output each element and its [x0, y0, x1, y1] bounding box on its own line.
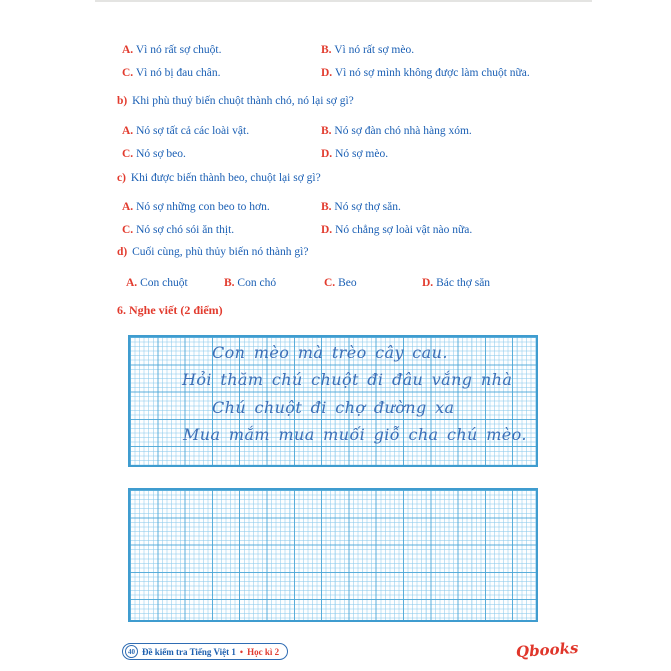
option-label: A. — [122, 201, 134, 213]
question-d — [117, 246, 308, 260]
option-label: C. — [122, 148, 134, 160]
option-text: Nó sợ beo. — [136, 148, 186, 160]
option-qd-b — [224, 277, 276, 291]
option-label: C. — [324, 277, 336, 289]
option-text: Beo — [338, 277, 357, 289]
option-qd-d — [422, 277, 490, 291]
option-qa-c — [122, 67, 221, 81]
option-text: Nó chẳng sợ loài vật nào nữa. — [335, 224, 473, 236]
option-text: Nó sợ những con beo to hơn. — [136, 201, 270, 213]
question-b — [117, 95, 354, 109]
option-qd-c — [324, 277, 357, 291]
option-label: C. — [122, 224, 134, 236]
option-qb-a — [122, 125, 249, 139]
option-label: B. — [321, 125, 332, 137]
option-text: Con chuột — [140, 277, 188, 289]
section-6-title: 6. Nghe viết (2 điểm) — [117, 303, 223, 317]
option-text: Vì nó bị đau chân. — [135, 67, 221, 79]
page-number: 40 — [125, 645, 138, 658]
option-text: Nó sợ tất cả các loài vật. — [136, 125, 250, 137]
option-text: Vì nó sợ mình không được làm chuột nữa. — [334, 67, 530, 79]
question-text: Cuối cùng, phù thủy biến nó thành gì? — [132, 246, 309, 258]
question-label: d) — [117, 246, 128, 258]
option-text: Nó sợ đàn chó nhà hàng xóm. — [334, 125, 472, 137]
question-text: Khi phù thuỷ biến chuột thành chó, nó lại sợ gì? — [132, 95, 354, 107]
question-label: b) — [117, 95, 128, 107]
option-qb-b — [321, 125, 472, 139]
dictation-line: Chú chuột đi chợ đường xa — [212, 398, 455, 417]
option-qc-c — [122, 224, 234, 238]
option-text: Vì nó rất sợ chuột. — [135, 44, 222, 56]
option-label: D. — [321, 148, 333, 160]
option-label: B. — [321, 201, 332, 213]
option-label: A. — [122, 125, 134, 137]
option-label: A. — [126, 277, 138, 289]
dictation-line: Mua mắm mua muối giỗ cha chú mèo. — [183, 425, 527, 444]
option-label: B. — [224, 277, 235, 289]
option-label: D. — [321, 224, 333, 236]
option-text: Nó sợ mèo. — [335, 148, 389, 160]
option-label: B. — [321, 44, 332, 56]
option-text: Con chó — [237, 277, 277, 289]
option-qd-a — [126, 277, 188, 291]
publisher-logo: Qbooks — [515, 638, 579, 662]
dictation-line: Con mèo mà trèo cây cau. — [212, 343, 448, 362]
option-text: Nó sợ chó sói ăn thịt. — [136, 224, 235, 236]
option-qa-d — [321, 67, 530, 81]
page-top-edge-line — [95, 0, 592, 2]
option-label: A. — [122, 44, 134, 56]
option-text: Nó sợ thợ săn. — [334, 201, 401, 213]
option-label: D. — [321, 67, 333, 79]
option-text: Bác thợ săn — [436, 277, 491, 289]
footer-book-title: Đề kiểm tra Tiếng Việt 1 — [142, 646, 236, 657]
option-label: D. — [422, 277, 434, 289]
question-c — [117, 172, 321, 186]
option-text: Vì nó rất sợ mèo. — [334, 44, 415, 56]
option-qb-c — [122, 148, 186, 162]
option-qc-b — [321, 201, 401, 215]
question-text: Khi được biến thành beo, chuột lại sợ gì? — [130, 172, 321, 184]
option-qa-a — [122, 44, 221, 58]
option-label: C. — [122, 67, 134, 79]
dictation-grid-written — [128, 335, 538, 467]
footer-badge — [122, 643, 288, 660]
option-qc-a — [122, 201, 270, 215]
question-label: c) — [117, 172, 126, 184]
option-qa-b — [321, 44, 414, 58]
option-qb-d — [321, 148, 388, 162]
option-qc-d — [321, 224, 472, 238]
dictation-line: Hỏi thăm chú chuột đi đâu vắng nhà — [182, 370, 513, 389]
dictation-grid-empty — [128, 488, 538, 622]
footer-separator: • — [239, 646, 244, 657]
footer-semester: Học kì 2 — [247, 646, 280, 657]
